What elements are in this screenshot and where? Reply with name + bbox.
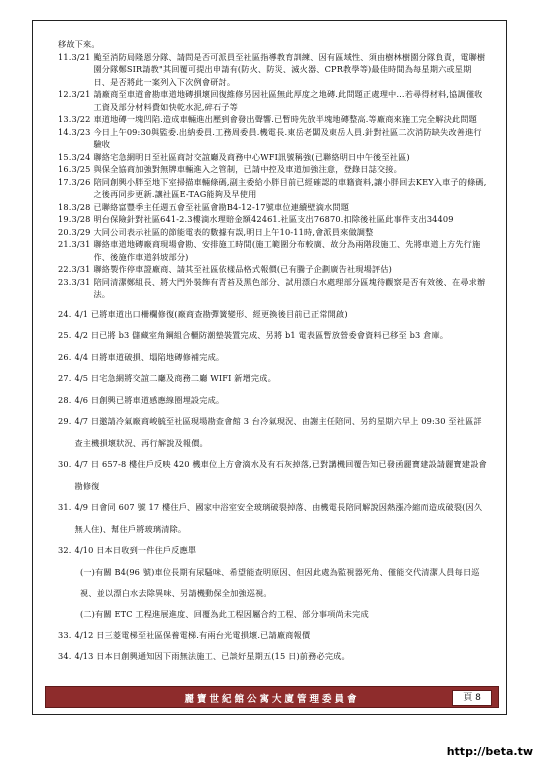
entry-number: 21.3/31 xyxy=(58,239,91,249)
entry-number: 13.3/22 xyxy=(58,114,91,124)
entry-number: 33. xyxy=(58,629,72,640)
log-entry xyxy=(58,497,488,540)
document-body xyxy=(58,38,488,668)
log-entry xyxy=(58,201,488,214)
log-entry xyxy=(58,226,488,239)
committee-title: 麗寶世紀館公寓大廈管理委員會 xyxy=(184,694,360,705)
entry-text: 聯絡車道地磚廠商現場會勘、安排施工時間(施工範圍分布較廣、故分為兩階段施工、先將車道上方先行施作、後施作車道斜坡部分) xyxy=(93,239,481,262)
page-number: 頁 8 xyxy=(452,690,492,706)
entries-april-late xyxy=(58,625,488,668)
entry-number: 19.3/28 xyxy=(58,214,91,224)
entry-text: 4/7 日 657-8 樓住戶反映 420 機車位上方會滴水及有石灰掉落,已對講機回覆告知已發函麗寶建設請麗寶建設會勘修復 xyxy=(74,459,487,491)
entry-number: 31. xyxy=(58,502,72,512)
log-entry xyxy=(58,276,488,301)
entry-text: 4/5 日宅急網將交誼二廳及商務二廳 WIFI 新增完成。 xyxy=(74,373,276,383)
entry-text: 請廠商至車道會勘車道地磚損壞回復維修另因社區無此厚度之地磚.此問題正處理中…若尋得材料,協調僅收工資及部分材料費如快乾水泥,碎石子等 xyxy=(93,89,483,112)
log-entry xyxy=(58,151,488,164)
sub-item: (一)有關 B4(96 號)車位長期有尿騷味、希望能查明原因、但因此處為監視器死角、僅能交代清潔人員每日巡視、並以漂白水去除異味、另請機動保全加強巡視。 xyxy=(80,566,480,598)
entry-number: 22.3/31 xyxy=(58,264,91,274)
log-entry xyxy=(58,176,488,201)
entry-number: 23.3/31 xyxy=(58,276,91,287)
entry-number: 20.3/29 xyxy=(58,226,91,237)
log-entry xyxy=(58,88,488,113)
entry-text: 已聯絡富豐季主任週五會至社區會勘B4-12-17號車位連續壁滴水問題 xyxy=(93,201,350,212)
entry-text: 4/7 日邀請冷氣廠商峻毓至社區現場勘查會館 3 台冷氣現況、由謝主任陪同、另約星期六早上 09:30 至社區詳查主機損壞狀況、再行解說及報價。 xyxy=(74,416,482,448)
log-entry xyxy=(58,213,488,226)
entry-text: 4/12 日三菱電梯至社區保養電梯.有兩台光電損壞.已請廠商報價 xyxy=(74,629,311,640)
entry-number: 25. xyxy=(58,330,72,340)
log-entry xyxy=(58,126,488,151)
entry-number: 15.3/24 xyxy=(58,151,91,162)
entry-number: 12.3/21 xyxy=(58,89,91,99)
log-entry xyxy=(58,454,488,497)
entry-number: 28. xyxy=(58,394,72,405)
entry-number: 18.3/28 xyxy=(58,201,91,212)
log-entry xyxy=(58,411,488,454)
log-entry xyxy=(58,625,488,647)
entry-text: 4/6 日創興已將車道感應線圈埋設完成。 xyxy=(74,394,225,405)
entry-text: 聯絡製作停車證廠商、請其至社區依樣品格式報價(已有騰子企劃廣告社現場評估) xyxy=(93,264,392,274)
watermark-url: http://beta.tw xyxy=(446,745,533,758)
entry-number: 30. xyxy=(58,459,72,469)
sub-item: (二)有關 ETC 工程進展進度、回覆為此工程因屬合約工程、部分事項尚未完成 xyxy=(80,608,369,619)
entry-text: 颱至消防局隆恩分隊、請問是否可派員至社區指導教育訓練、因有區域性、須由樹林樹園分隊負責，電聯樹園分隊鄭SIR請教"其回覆可提出申請有(防火、防災、滅火器、CPR教學等)最佳時間為每星期六或星期日、是否將此一案列入下次例會研討。 xyxy=(93,51,486,87)
log-entry xyxy=(58,325,488,347)
entry-number: 11.3/21 xyxy=(58,51,91,62)
entry-text: 4/2 日已將 b3 儲藏室角鋼組合櫃防潮墊裝置完成、另將 b1 電表區暫放營委會資料已移至 b3 倉庫。 xyxy=(74,330,449,340)
entry-number: 17.3/26 xyxy=(58,176,91,187)
log-entry xyxy=(58,238,488,263)
entry-text: 4/1 已將車道出口柵欄修復(廠商查勘彈簧變形、經更換後目前已正常開啟) xyxy=(74,308,348,319)
entry-number: 34. xyxy=(58,651,72,661)
entry-number: 16.3/25 xyxy=(58,164,91,174)
log-entry xyxy=(58,390,488,412)
entry-number: 26. xyxy=(58,351,72,362)
log-entry xyxy=(58,304,488,326)
entry-text: 4/9 日會同 607 號 17 樓住戶、國家中浴室安全玻璃破裂掉落、由機電長陪同解說因熱漲冷縮而造成破裂(因久無人住)、幫住戶將玻璃清除。 xyxy=(74,502,483,534)
entry-number: 27. xyxy=(58,373,72,383)
entry-text: 陪同清潔鄭組長、將大門外裝飾有青苔及黑色部分、試用漂白水處理部分區塊待觀察是否有效後、在尋求辦法。 xyxy=(93,276,486,299)
log-entry xyxy=(58,540,488,562)
entry-text: 4/13 日本日創興通知因下雨無法施工、已談好星期五(15 日)前務必完成。 xyxy=(74,651,350,661)
entry-text: 今日上午09:30與監委.出納委員.工務周委員.機電長.東岳老闆及東岳人員.針對社區二次消防缺失改善進行驗收 xyxy=(93,126,482,149)
log-entry xyxy=(58,646,488,668)
entry-text: 聯絡宅急網明日至社區商討交誼廳及商務中心WFI訊號稱強(已聯絡明日中午後至社區) xyxy=(93,151,410,162)
entry-text: 明台保險針對社區641-2.3樓滴水理賠金額42461.社區支出76870.扣除後社區此事件支出34409 xyxy=(93,214,454,224)
entry-number: 14.3/23 xyxy=(58,126,91,137)
entries-march xyxy=(58,51,488,301)
entry-text: 4/4 日將車道破損、塌陷地磚修補完成。 xyxy=(74,351,225,362)
entry-text: 大同公司表示社區的節能電表的數據有誤,明日上午10-11時,會派員來做調整 xyxy=(93,226,374,237)
entry-number: 32. xyxy=(58,545,72,555)
continued-line: 移故下來。 xyxy=(58,39,100,49)
log-entry xyxy=(58,368,488,390)
entries-april xyxy=(58,304,488,562)
entry-number: 29. xyxy=(58,416,72,426)
log-entry xyxy=(58,163,488,176)
footer-bar xyxy=(45,686,499,708)
log-entry xyxy=(58,113,488,126)
reply-sub-items xyxy=(58,562,488,625)
entry-text: 4/10 日本日收到一件住戶反應單 xyxy=(74,545,197,555)
entry-number: 24. xyxy=(58,308,72,319)
log-entry xyxy=(58,263,488,276)
entry-text: 陪同創興小胖至地下室掃描車輛條碼,副主委給小胖目前已經確認的車籍資料,讓小胖回去KEY入車子的條碼,之後再同步更新.讓社區E-TAG能夠及早使用 xyxy=(93,176,487,199)
log-entry xyxy=(58,51,488,89)
entry-text: 與保全協商加強對無牌車輛進入之管制，已請中控及車道加強注意，登錄日誌交接。 xyxy=(93,164,402,174)
log-entry xyxy=(58,347,488,369)
entry-text: 車道地磚一塊凹陷.造成車輛進出壓到會發出聲響.已暫時先放半塊地磚整高.等廠商來施工完全解決此問題 xyxy=(93,114,477,124)
